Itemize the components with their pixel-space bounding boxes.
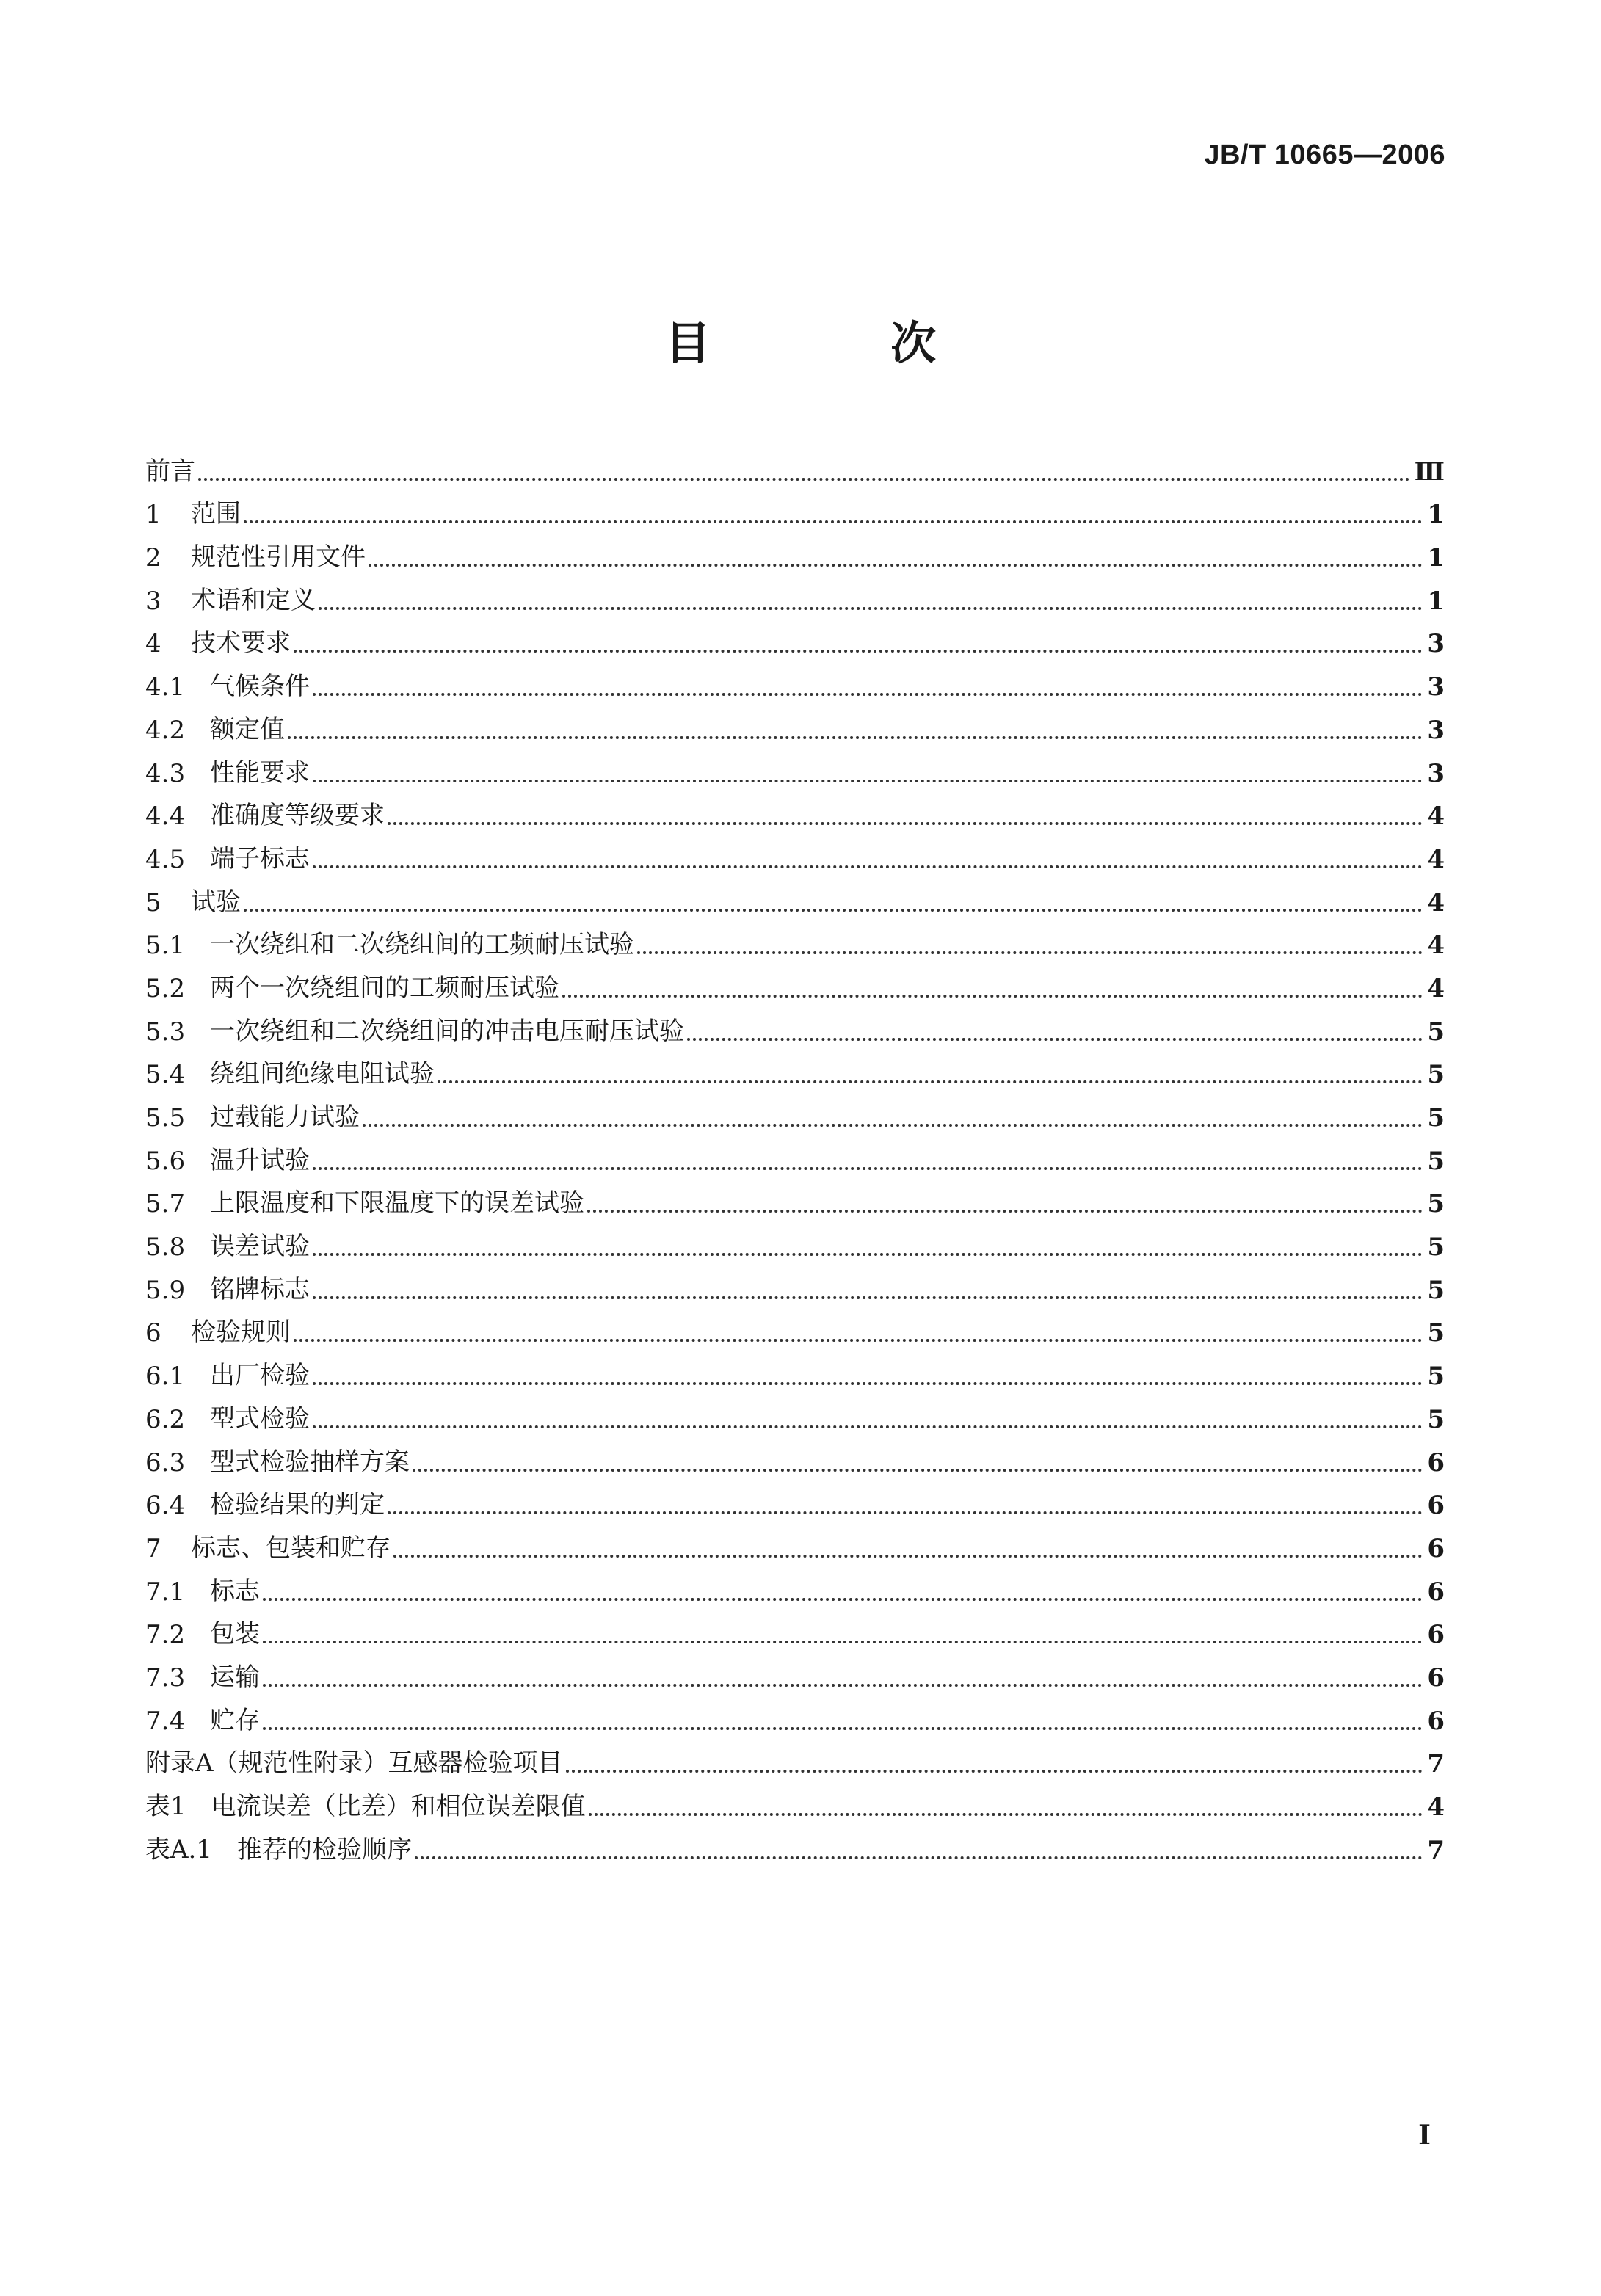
toc-entry[interactable]: [145, 1693, 1445, 1736]
toc-entry-page: 6: [1427, 1491, 1445, 1521]
toc-entry-label: 范围: [191, 499, 241, 529]
toc-entry-page: 6: [1427, 1620, 1445, 1650]
toc-entry-label: 额定值: [210, 714, 285, 744]
toc-leader-dots: [294, 650, 1423, 653]
toc-entry-page: 5: [1427, 1060, 1445, 1090]
toc-entry-label: 贮存: [210, 1705, 260, 1735]
toc-entry-page: 4: [1427, 887, 1445, 918]
toc-entry-page: 5: [1427, 1146, 1445, 1176]
toc-entry-label: 型式检验: [210, 1403, 310, 1434]
toc-entry-page: 6: [1427, 1447, 1445, 1478]
toc-entry[interactable]: [145, 1218, 1445, 1262]
toc-entry[interactable]: [145, 788, 1445, 832]
page-number: I: [1418, 2120, 1431, 2151]
toc-entry-label: 技术要求: [191, 628, 291, 658]
toc-entry-page: 3: [1427, 672, 1445, 702]
toc-entry[interactable]: [145, 1305, 1445, 1348]
toc-entry-page: 4: [1427, 844, 1445, 874]
toc-leader-dots: [288, 736, 1423, 739]
toc-entry-number: 7.2: [145, 1620, 186, 1650]
toc-entry-label: 运输: [210, 1662, 260, 1692]
toc-entry[interactable]: [145, 1434, 1445, 1478]
toc-entry-number: 1: [145, 500, 161, 530]
toc-entry-number: 5.1: [145, 931, 186, 961]
toc-entry-page: 6: [1427, 1706, 1445, 1736]
toc-entry-label: 规范性引用文件: [191, 542, 366, 573]
toc-entry-label: 术语和定义: [191, 585, 316, 615]
toc-leader-dots: [263, 1684, 1423, 1687]
toc-entry[interactable]: [145, 1262, 1445, 1305]
toc-entry[interactable]: [145, 702, 1445, 745]
toc-leader-dots: [566, 1770, 1423, 1773]
toc-entry[interactable]: [145, 1736, 1445, 1779]
toc-entry-page: 5: [1427, 1362, 1445, 1392]
toc-entry[interactable]: [145, 1563, 1445, 1607]
toc-entry-page: 3: [1427, 629, 1445, 659]
toc-entry-number: 5.8: [145, 1232, 186, 1263]
toc-leader-dots: [388, 1511, 1423, 1514]
toc-leader-dots: [294, 1339, 1423, 1342]
toc-leader-dots: [263, 1598, 1423, 1601]
toc-entry-page: 5: [1427, 1318, 1445, 1348]
toc-entry-label: 试验: [191, 887, 241, 917]
toc-entry-label: 表A.1 推荐的检验顺序: [145, 1834, 412, 1864]
toc-entry[interactable]: [145, 1649, 1445, 1693]
toc-entry-number: 6.1: [145, 1362, 186, 1392]
toc-entry-number: 4.4: [145, 802, 186, 832]
toc-entry-page: 1: [1427, 586, 1445, 616]
toc-entry-label: 包装: [210, 1619, 260, 1649]
toc-entry-page: 7: [1427, 1749, 1445, 1779]
toc-entry-label: 标志、包装和贮存: [191, 1533, 391, 1563]
toc-entry-number: 6.3: [145, 1447, 186, 1478]
toc-entry-label: 一次绕组和二次绕组间的冲击电压耐压试验: [210, 1016, 684, 1046]
toc-entry[interactable]: [145, 1047, 1445, 1090]
toc-entry-number: 5.7: [145, 1189, 186, 1219]
toc-leader-dots: [363, 1124, 1423, 1127]
standard-code: JB/T 10665—2006: [1204, 139, 1445, 170]
toc-entry[interactable]: [145, 918, 1445, 961]
toc-entry-number: 7: [145, 1533, 161, 1563]
toc-leader-dots: [562, 995, 1423, 998]
toc-entry-page: 5: [1427, 1404, 1445, 1434]
toc-entry[interactable]: [145, 1822, 1445, 1865]
toc-entry-label: 端子标志: [210, 843, 310, 873]
toc-entry-page: 4: [1427, 973, 1445, 1003]
toc-entry-number: 5.3: [145, 1017, 186, 1047]
toc-entry-page: 5: [1427, 1189, 1445, 1219]
toc-entry-label: 误差试验: [210, 1232, 310, 1262]
toc-entry-label: 型式检验抽样方案: [210, 1447, 410, 1477]
toc-leader-dots: [413, 1469, 1423, 1472]
toc-leader-dots: [637, 951, 1423, 954]
toc-entry[interactable]: [145, 1520, 1445, 1563]
toc-entry-label: 铭牌标志: [210, 1274, 310, 1304]
toc-leader-dots: [587, 1210, 1423, 1213]
toc-entry-label: 表1 电流误差（比差）和相位误差限值: [145, 1792, 586, 1821]
toc-entry-label: 温升试验: [210, 1145, 310, 1175]
toc-entry-number: 6.2: [145, 1404, 186, 1434]
toc-entry-page: 4: [1427, 931, 1445, 961]
toc-entry-number: 7.4: [145, 1706, 186, 1736]
toc-entry-number: 4.5: [145, 844, 186, 874]
toc-leader-dots: [263, 1727, 1423, 1730]
toc-entry[interactable]: [145, 1348, 1445, 1391]
toc-entry[interactable]: [145, 1779, 1445, 1822]
toc-leader-dots: [198, 478, 1410, 481]
toc-entry-number: 6: [145, 1318, 161, 1348]
toc-entry-label: 两个一次绕组间的工频耐压试验: [210, 973, 559, 1003]
toc-entry[interactable]: [145, 573, 1445, 616]
toc-entry-number: 4.2: [145, 715, 186, 745]
toc-leader-dots: [244, 520, 1423, 523]
toc-entry[interactable]: [145, 1176, 1445, 1219]
toc-entry-page: 1: [1427, 543, 1445, 573]
toc-entry-page: Ⅲ: [1414, 457, 1445, 487]
toc-entry-label: 性能要求: [210, 758, 310, 788]
toc-entry-page: 6: [1427, 1663, 1445, 1693]
toc-entry-number: 6.4: [145, 1491, 186, 1521]
toc-entry-page: 3: [1427, 715, 1445, 745]
toc-leader-dots: [687, 1038, 1423, 1041]
toc-leader-dots: [263, 1641, 1423, 1643]
toc-entry-page: 4: [1427, 802, 1445, 832]
toc-leader-dots: [589, 1813, 1423, 1816]
toc-leader-dots: [438, 1080, 1423, 1083]
toc-entry-label: 一次绕组和二次绕组间的工频耐压试验: [210, 930, 634, 960]
toc-entry-label: 标志: [210, 1576, 260, 1606]
toc-entry[interactable]: [145, 1607, 1445, 1650]
toc-entry-label: 出厂检验: [210, 1361, 310, 1391]
table-of-contents: [145, 443, 1445, 1865]
toc-entry-number: 5.9: [145, 1275, 186, 1305]
toc-entry[interactable]: [145, 658, 1445, 702]
toc-entry[interactable]: [145, 874, 1445, 918]
toc-leader-dots: [313, 865, 1423, 868]
toc-entry-page: 5: [1427, 1275, 1445, 1305]
toc-entry-number: 4.1: [145, 672, 186, 702]
toc-leader-dots: [313, 693, 1423, 696]
toc-leader-dots: [313, 1425, 1423, 1428]
toc-entry-page: 6: [1427, 1577, 1445, 1607]
toc-entry-page: 1: [1427, 500, 1445, 530]
toc-entry-number: 7.3: [145, 1663, 186, 1693]
toc-entry[interactable]: [145, 1133, 1445, 1176]
toc-entry-number: 5: [145, 887, 161, 918]
toc-leader-dots: [313, 1296, 1423, 1299]
toc-leader-dots: [319, 607, 1423, 610]
toc-entry-label: 附录A（规范性附录）互感器检验项目: [145, 1748, 563, 1779]
toc-entry-page: 7: [1427, 1835, 1445, 1865]
toc-leader-dots: [313, 1167, 1423, 1170]
toc-entry[interactable]: [145, 831, 1445, 874]
toc-leader-dots: [313, 780, 1423, 782]
toc-title: 目 次: [664, 316, 1019, 370]
toc-entry[interactable]: [145, 1003, 1445, 1047]
toc-entry-label: 气候条件: [210, 672, 310, 702]
toc-entry[interactable]: [145, 1089, 1445, 1133]
toc-entry-label: 上限温度和下限温度下的误差试验: [210, 1188, 584, 1218]
toc-leader-dots: [415, 1856, 1423, 1859]
toc-entry-number: 4.3: [145, 758, 186, 788]
toc-entry-label: 检验结果的判定: [210, 1490, 385, 1520]
toc-leader-dots: [388, 822, 1423, 825]
toc-leader-dots: [244, 909, 1423, 912]
toc-entry[interactable]: [145, 487, 1445, 530]
toc-entry-label: 绕组间绝缘电阻试验: [210, 1059, 435, 1089]
toc-entry-label: 准确度等级要求: [210, 801, 385, 831]
toc-leader-dots: [313, 1382, 1423, 1385]
toc-entry[interactable]: [145, 1478, 1445, 1521]
toc-entry[interactable]: [145, 616, 1445, 659]
toc-entry-number: 2: [145, 543, 161, 573]
toc-entry-number: 7.1: [145, 1577, 186, 1607]
toc-entry-number: 3: [145, 586, 161, 616]
toc-entry-number: 5.6: [145, 1146, 186, 1176]
toc-entry-page: 5: [1427, 1103, 1445, 1133]
toc-entry-label: 前言: [145, 456, 195, 486]
toc-entry-page: 5: [1427, 1232, 1445, 1263]
toc-entry-page: 5: [1427, 1017, 1445, 1047]
toc-leader-dots: [313, 1253, 1423, 1256]
toc-entry[interactable]: [145, 443, 1445, 487]
toc-entry-number: 5.4: [145, 1060, 186, 1090]
toc-entry-number: 5.5: [145, 1103, 186, 1133]
toc-leader-dots: [369, 564, 1423, 567]
toc-entry-number: 4: [145, 629, 161, 659]
toc-entry-page: 3: [1427, 758, 1445, 788]
toc-leader-dots: [393, 1555, 1423, 1558]
toc-entry-page: 6: [1427, 1533, 1445, 1563]
toc-entry[interactable]: [145, 960, 1445, 1003]
toc-entry-label: 过载能力试验: [210, 1102, 360, 1132]
toc-entry-page: 4: [1427, 1792, 1445, 1822]
toc-entry[interactable]: [145, 745, 1445, 788]
toc-entry[interactable]: [145, 529, 1445, 573]
toc-entry[interactable]: [145, 1391, 1445, 1434]
toc-entry-number: 5.2: [145, 973, 186, 1003]
toc-entry-label: 检验规则: [191, 1318, 291, 1348]
